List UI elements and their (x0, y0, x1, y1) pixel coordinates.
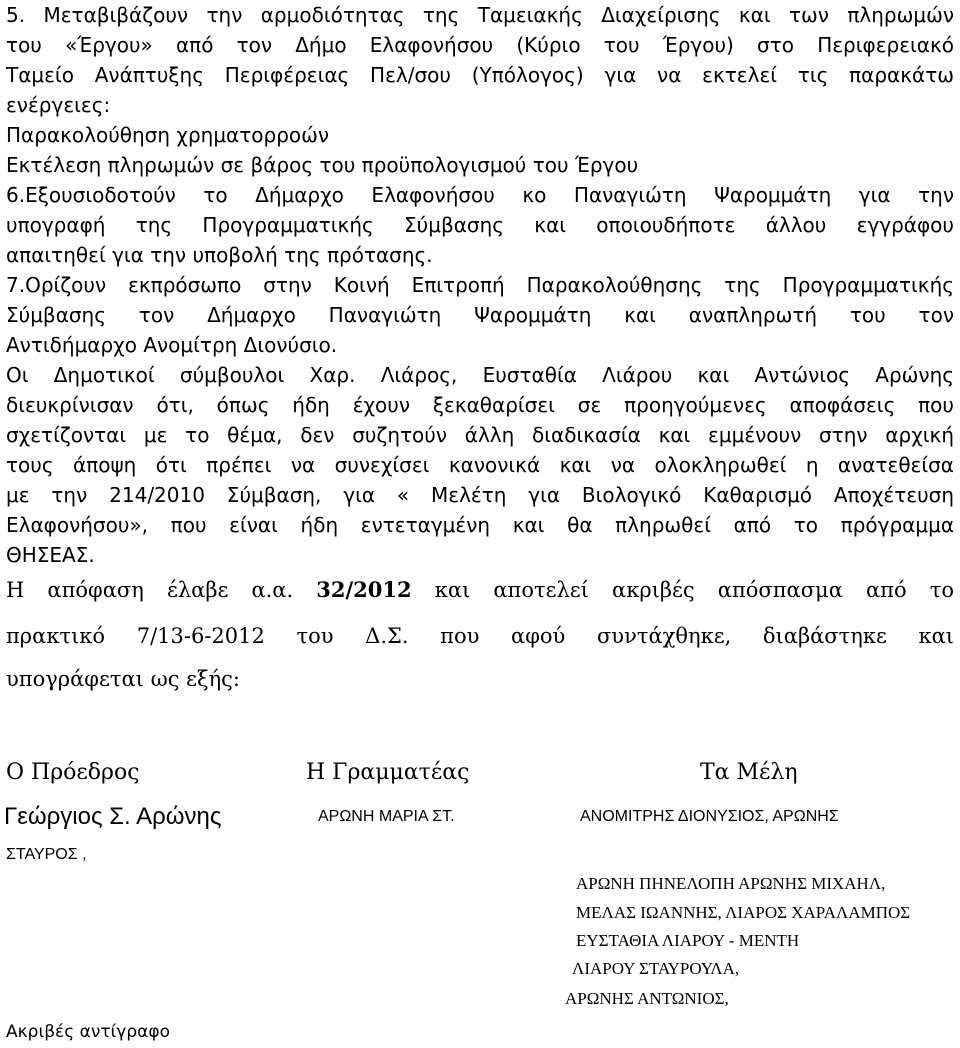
decision-line-1 (6, 575, 954, 605)
text-line: Παρακολούθηση χρηματορροών (6, 123, 330, 147)
text-line: Εκτέλεση πληρωμών σε βάρος του προϋπολογισμού του Έργου (6, 153, 639, 177)
decision-line-2: πρακτικό 7/13-6-2012 του Δ.Σ. που αφού συντάχθηκε, διαβάστηκε και (6, 624, 954, 648)
member-name: ΛΙΑΡΟΥ ΣΤΑΥΡΟΥΛΑ, (572, 959, 740, 978)
text-line: του «Έργου» από τον Δήμο Ελαφονήσου (Κύριο του Έργου) στο Περιφερειακό (6, 33, 954, 57)
text-line: με την 214/2010 Σύμβαση, για « Μελέτη για Βιολογικό Καθαρισμό Αποχέτευση (6, 483, 954, 507)
text-line: 7.Ορίζουν εκπρόσωπο στην Κοινή Επιτροπή Παρακολούθησης της Προγραμματικής (6, 273, 954, 297)
text-line: 5. Μεταβιβάζουν την αρμοδιότητας της Ταμειακής Διαχείρισης και των πληρωμών (6, 3, 954, 27)
text-line: 6.Εξουσιοδοτούν το Δήμαρχο Ελαφονήσου κο Παναγιώτη Ψαρομμάτη για την (6, 183, 954, 207)
president-title: Ο Πρόεδρος (6, 760, 140, 785)
decision-number: 32/2012 (316, 577, 412, 602)
text-line: διευκρίνισαν ότι, όπως ήδη έχουν ξεκαθαρίσει σε προηγούμενες αποφάσεις που (6, 393, 954, 417)
secretary-title: Η Γραμματέας (306, 760, 470, 785)
member-name: ΜΕΛΑΣ ΙΩΑΝΝΗΣ, ΛΙΑΡΟΣ ΧΑΡΑΛΑΜΠΟΣ (576, 903, 911, 922)
member-name: ΑΡΩΝΗΣ ΑΝΤΩΝΙΟΣ, (565, 989, 729, 1008)
text-line: Ελαφονήσου», που είναι ήδη εντεταγμένη και θα πληρωθεί από το πρόγραμμα (6, 513, 954, 537)
decision-text: και αποτελεί ακριβές απόσπασμα από το (411, 578, 954, 602)
text-line: Αντιδήμαρχο Ανομίτρη Διονύσιο. (6, 333, 338, 357)
decision-line-3: υπογράφεται ως εξής: (6, 667, 241, 691)
text-line: υπογραφή της Προγραμματικής Σύμβασης και οποιουδήποτε άλλου εγγράφου (6, 213, 954, 237)
decision-text: Η απόφαση έλαβε α.α. (6, 578, 317, 602)
member-name: ΕΥΣΤΑΘΙΑ ΛΙΑΡΟΥ - ΜΕΝΤΗ (576, 931, 800, 950)
member-name: ΑΡΩΝΗ ΠΗΝΕΛΟΠΗ ΑΡΩΝΗΣ ΜΙΧΑΗΛ, (576, 874, 886, 893)
text-line: τους άποψη ότι πρέπει να συνεχίσει κανονικά και να ολοκληρωθεί η ανατεθείσα (6, 453, 954, 477)
member-name: ΑΝΟΜΙΤΡΗΣ ΔΙΟΝΥΣΙΟΣ, ΑΡΩΝΗΣ (580, 808, 839, 825)
text-line: ΘΗΣΕΑΣ. (6, 543, 95, 567)
president-name: Γεώργιος Σ. Αρώνης (4, 803, 222, 830)
true-copy-note: Ακριβές αντίγραφο (6, 1022, 170, 1042)
text-line: Σύμβασης τον Δήμαρχο Παναγιώτη Ψαρομμάτη και αναπληρωτή του τον (6, 303, 954, 327)
secretary-name: ΑΡΩΝΗ ΜΑΡΙΑ ΣΤ. (318, 808, 455, 825)
members-title: Τα Μέλη (700, 760, 798, 785)
member-name: ΣΤΑΥΡΟΣ , (6, 846, 87, 863)
text-line: Οι Δημοτικοί σύμβουλοι Χαρ. Λιάρος, Ευσταθία Λιάρου και Αντώνιος Αρώνης (6, 363, 954, 387)
text-line: ενέργειες: (6, 93, 111, 117)
text-line: απαιτηθεί για την υποβολή της πρότασης. (6, 243, 433, 267)
text-line: Ταμείο Ανάπτυξης Περιφέρειας Πελ/σου (Υπόλογος) για να εκτελεί τις παρακάτω (6, 63, 954, 87)
text-line: σχετίζονται με το θέμα, δεν συζητούν άλλη διαδικασία και εμμένουν στην αρχική (6, 423, 954, 447)
